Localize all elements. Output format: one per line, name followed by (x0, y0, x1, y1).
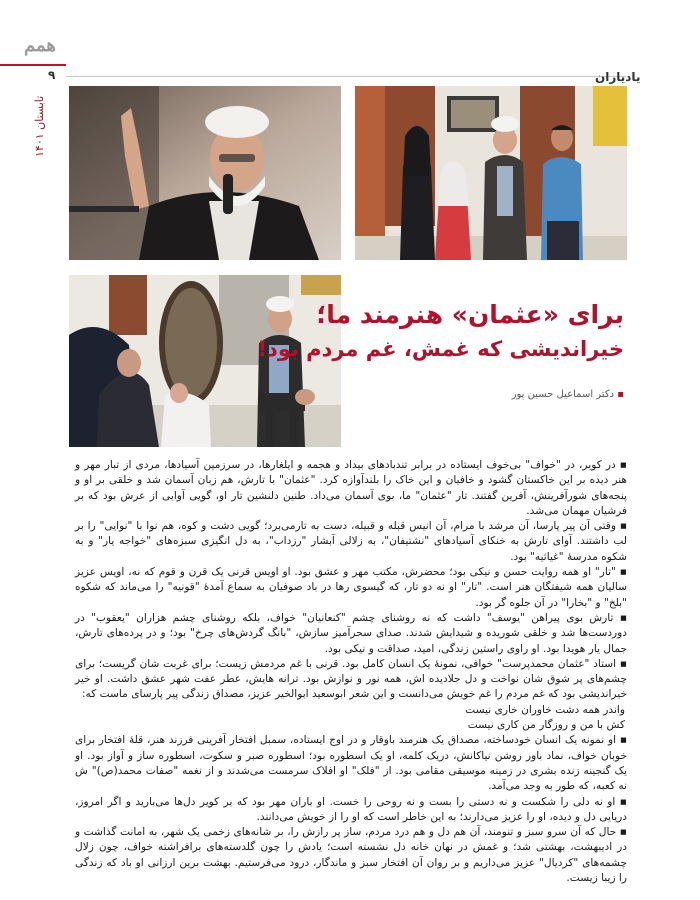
article-paragraph: ▪ "تار" او همه روایت حسن و نیکی بود؛ محضرش، مکتب مهر و عشق بود. او اویس قرنی یک قرن و قوم که نه، اویس عزیز سالیان همه شیفتگان هنر است. "تار" او نه دو تار، که گیسوی رها در باد صوفیان به سماع آمدهٔ "قونیه" را می‌ماند که شکوه "بلخ" و "بخارا" در آن جلوه گر بود. (75, 566, 627, 609)
page-number: ۹ (48, 68, 56, 82)
poem-line: واندر همه دشت خاوران خاری نیست (465, 703, 625, 716)
poem-line: کش با من و روزگار من کاری نیست (467, 719, 625, 732)
article-headline (257, 298, 624, 366)
photo-group (355, 86, 627, 260)
header-accent-line (0, 64, 66, 66)
magazine-logo: همم (24, 35, 56, 56)
article-paragraph: ▪ وقتی آن پیر پارسا، آن مرشد با مرام، آن انیس قبله و قبیله، دست به تارمی‌برد؛ گویی دشت و کوه، هم نوا با "نوایی" را بر لب داشتند. آوای تارش به خنکای آسیادهای "نشتیفان"، به زلالی آبشار "رزداب"، به دل انگیزی سبزه‌های "خواجه یار" و به شکوه مدرسهٔ "غیاثیه" بود. (75, 520, 627, 563)
article-paragraph: ▪ او نمونه یک انسان خودساخته، مصداق یک هنرمند باوقار و در اوج ایستاده، سمبل افتخار آفرینی فرزند هنر، قلهٔ افتخار برای خوبان خواف، نماد باور روشن نیاکانش، دریک کلمه، او یک اسطوره بود؛ اسطوره صبر و سکوت، اسطوره ساز و آواز بود. او یک گنجینه زنده بشری در زمینه موسیقی مقامی بود. از "فلک" او افلاک سرمست می‌شدند و از نغمه "صفات محمد(ص)" ش نه کعبه، که طور به وجد می‌آمد. (75, 734, 627, 793)
author-byline (512, 389, 624, 400)
section-name: یادیاران (595, 70, 641, 84)
article-paragraph: ▪ تارش بوی پیراهن "یوسف" داشت که نه روشنای چشم "کنعانیان" خواف، بلکه روشنای چشم هزاران "یعقوب" در دوردست‌ها شد و خلقی شوریده و شیدایش شدند. صدای سحرآمیز سازش، "بانگ گردش‌های چرخ" بود؛ و در پرده‌های تارش، جمال یار هویدا بود. او راوی راستین زندگی، امید، صداقت و نیکی بود. (75, 611, 627, 655)
author-name: دکتر اسماعیل حسین پور (511, 389, 615, 400)
article-paragraph: ▪ او نه دلی را شکست و نه دستی را بست و نه روحی را خست. او باران مهر بود که بر کویر دل‌ها می‌بارید و اگر امروز، دریایی دل و دیده، او را عزیز می‌دارند؛ به این خاطر است که او را از خویش می‌دانند. (75, 795, 627, 823)
article-paragraph: ▪ حال که آن سرو سبز و تنومند، آن هم دل و هم درد مردم، ساز پر رازش را، بر شانه‌های زخمی یک شهر، به امانت گذاشت و در ادیبهشت، بهشتی شد؛ و غمش در نهان خانه دل نشسته است؛ یادش را چون گلدسته‌های برافراشته خواف، چون زلال چشمه‌های "کردیال" عزیز می‌داریم و بر روان آن افتخار سبز و ماندگار، درود می‌فرستیم. بهشت برین ارزانی او باد که زندگی را زیبا زیست. (75, 826, 627, 885)
headline-line-2: خیراندیشی که غمش، غم مردم بود! (257, 337, 624, 361)
headline-line-1: برای «عثمان» هنرمند ما؛ (316, 300, 624, 329)
byline-bullet-icon: ▪ (617, 389, 624, 400)
article-paragraph: ▪ در کویر، در "خواف" بی‌خوف ایستاده در برابر تندبادهای بیداد و هجمه و ایلغارها، در سرزمین آسیادها، مردی از تبار مهر و هنر دیده بر این خاکستان گشود و خافیان و این خاک را بلندآوازه کرد. "عثمان" با تارش، هم زبان آسمان شد و خلقی بر او و پنجه‌های شورآفرینش، آفرین گفتند. تار "عثمان" ما، بوی آسمان می‌داد. طنین دلنشین تار او، گویی آوایی از عرش بود که بر فرشیان مهمان می‌شد. (75, 459, 627, 517)
article-body (75, 458, 627, 885)
article-paragraph: ▪ استاد "عثمان محمدپرست" خوافی، نمونهٔ یک انسان کامل بود. قرنی با غم مردمش زیست؛ برای غربت شان گریست؛ برای چشم‌های پر شوق شان نواخت و دل جلادیده اش، همه نور و نوازش بود. ترانه هایش، عطر عفت شهر عشق داشت. او خیر خیراندیشی بود که غم مردم را غم خویش می‌دانست و این شعر ابوسعید ابوالخیر عزیز، مصداق زندگی پیر پارسای ماست که: (75, 657, 627, 701)
issue-date: تابستان ۱۴۰۱ (33, 96, 46, 158)
header-divider (66, 76, 626, 77)
photo-speaker (69, 86, 341, 260)
